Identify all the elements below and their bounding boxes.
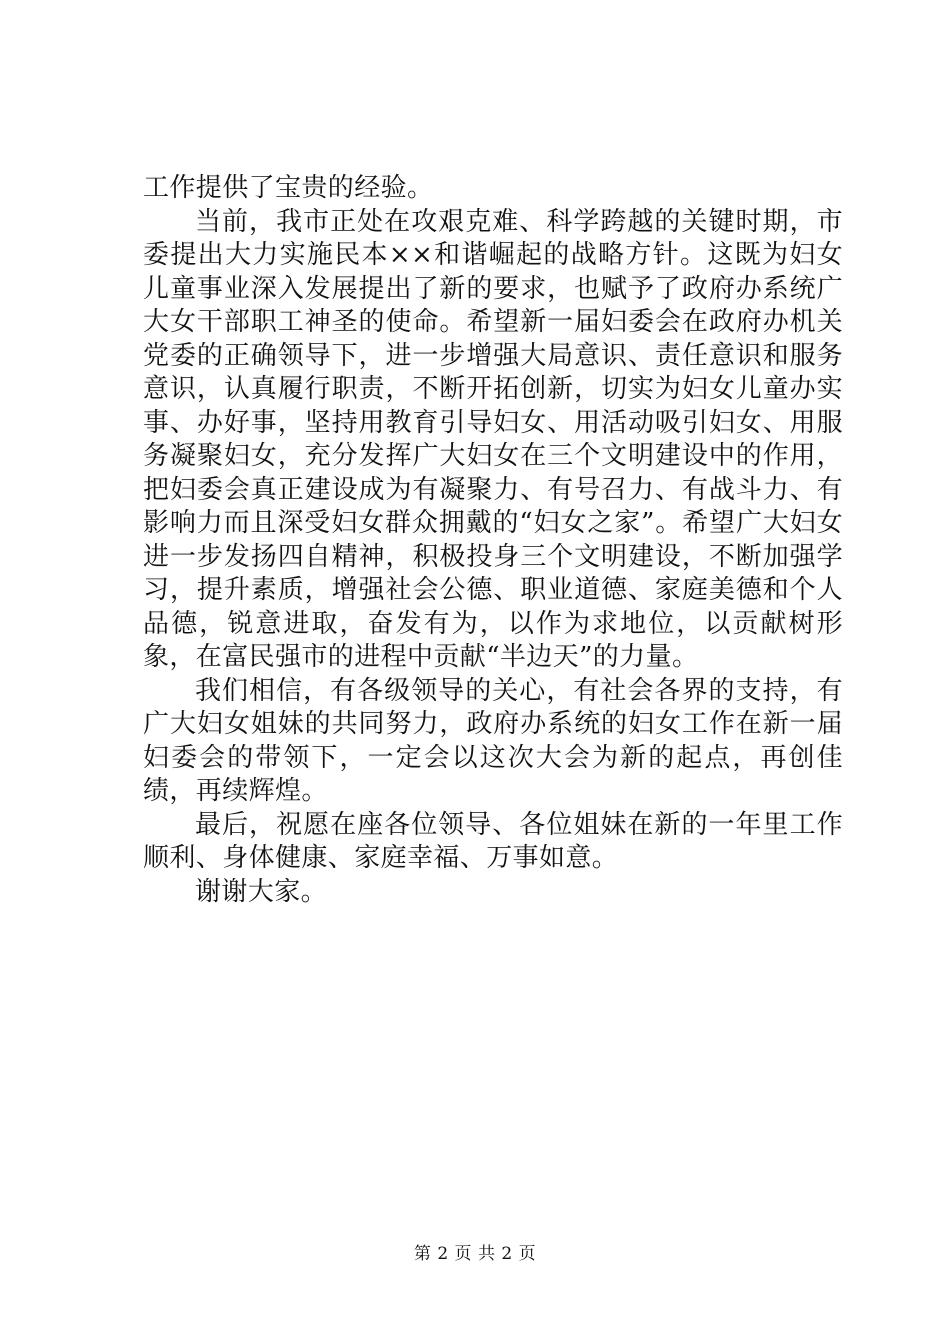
page-number-footer: 第 2 页 共 2 页	[413, 1244, 537, 1264]
paragraph-thanks: 谢谢大家。	[195, 876, 328, 907]
paragraph-confidence: 我们相信，有各级领导的关心，有社会各界的支持，有广大妇女姐妹的共同努力，政府办系统的妇女工作在新一届妇委会的带领下，一定会以这次大会为新的起点，再创佳绩，再续辉煌。	[143, 675, 843, 806]
paragraph-continuation: 工作提供了宝贵的经验。	[143, 173, 434, 203]
document-body	[143, 172, 843, 909]
paragraph-current-situation: 当前，我市正处在攻艰克难、科学跨越的关键时期，市委提出大力实施民本××和谐崛起的战略方针。这既为妇女儿童事业深入发展提出了新的要求，也赋予了政府办系统广大女干部职工神圣的使命。希望新一届妇委会在政府办机关党委的正确领导下，进一步增强大局意识、责任意识和服务意识，认真履行职责，不断开拓创新，切实为妇女儿童办实事、办好事，坚持用教育引导妇女、用活动吸引妇女、用服务凝聚妇女，充分发挥广大妇女在三个文明建设中的作用，把妇委会真正建设成为有凝聚力、有号召力、有战斗力、有影响力而且深受妇女群众拥戴的“妇女之家”。希望广大妇女进一步发扬四自精神，积极投身三个文明建设，不断加强学习，提升素质，增强社会公德、职业道德、家庭美德和个人品德，锐意进取，奋发有为，以作为求地位，以贡献树形象，在富民强市的进程中贡献“半边天”的力量。	[143, 206, 843, 672]
paragraph-wishes: 最后，祝愿在座各位领导、各位姐妹在新的一年里工作顺利、身体健康、家庭幸福、万事如意。	[143, 809, 843, 873]
